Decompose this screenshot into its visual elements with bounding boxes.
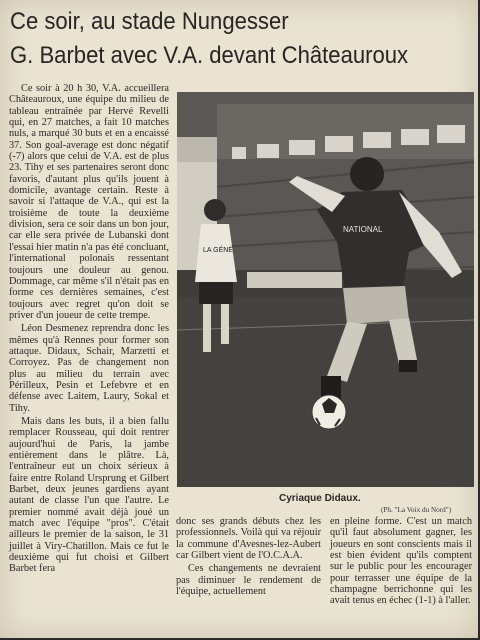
match-photo xyxy=(177,92,474,487)
article-paragraph: en pleine forme. C'est un match qu'il faut absolument gagner, les joueurs en sont conscients mais il est bien évident qu'ils comptent sur le public pour les encourager pour terrasser une équipe de la champagne berrichonne qui les avait tenus en échec (1-1) à l'aller. xyxy=(330,516,472,607)
article-paragraph: Léon Desmenez reprendra donc les mêmes qu'à Rennes pour former son attaque. Didaux, Schair, Marzetti et Corroyez. Pas de changement non plus au milieu du terrain avec Périlleux, Pesin et Lefebvre et en défense avec Laitem, Laury, Sokal et Tihy. xyxy=(9,323,169,414)
headline-line-1: Ce soir, au stade Nungesser xyxy=(10,8,289,35)
photo-caption: Cyriaque Didaux. xyxy=(279,493,361,504)
article-paragraph: Ces changements ne devraient pas diminuer le rendement de l'équipe, actuellement xyxy=(176,563,321,598)
headline-line-2: G. Barbet avec V.A. devant Châteauroux xyxy=(10,42,409,69)
article-column-3 xyxy=(330,516,472,607)
article-paragraph: donc ses grands débuts chez les professionnels. Voilà qui va réjouir la commune d'Avesnes-lez-Aubert car Gilbert vient de l'O.C.A.A. xyxy=(176,516,321,562)
article-paragraph: Ce soir à 20 h 30, V.A. accueillera Châteauroux, une équipe du milieu de tableau entraînée par Hervé Revelli qui, en 27 matches, a fait 10 matches nuls, a marqué 30 buts et en a encaissé 37. Son goal-average est donc négatif (-7) alors que celui de V.A. est de plus 23. Tihy et ses partenaires seront donc favoris, d'autant plus qu'ils jouent à domicile, avantage certain. Reste à savoir si l'attaque de V.A., qui est la troisième de toute la deuxième division, sera ce soir dans un bon jour, car elle sera privée de Lubanski dont l'essai hier matin n'a pas été concluant, l'international polonais ressentant toujours une douleur au genou. Dommage, car même s'il n'était pas en forme ces dernières semaines, c'est toujours avec regret qu'on doit se priver d'un joueur de cette trempe. xyxy=(9,83,169,321)
shirt-sponsor-left: LA GÉNÉ xyxy=(203,247,233,254)
article-paragraph: Mais dans les buts, il a bien fallu remplacer Rousseau, qui doit rentrer aujourd'hui de Paris, la jambe entièrement dans le plâtre. Là, l'entraîneur eut un choix sérieux à faire entre Roland Ursprung et Gilbert Barbet, deux jeunes gardiens ayant autant de classe l'un que l'autre. Le premier nommé avait déjà joué un match avec l'équipe "pros". C'était ailleurs le premier de la saison, le 31 juillet à Viry-Chatillon. Mais ce fut le deuxième qui fut choisi et Gilbert Barbet fera xyxy=(9,415,169,575)
article-column-1 xyxy=(9,83,169,575)
article-column-2 xyxy=(176,516,321,597)
shirt-sponsor-right: NATIONAL xyxy=(343,225,383,234)
photo-credit: (Ph. "La Voix du Nord") xyxy=(381,506,452,514)
